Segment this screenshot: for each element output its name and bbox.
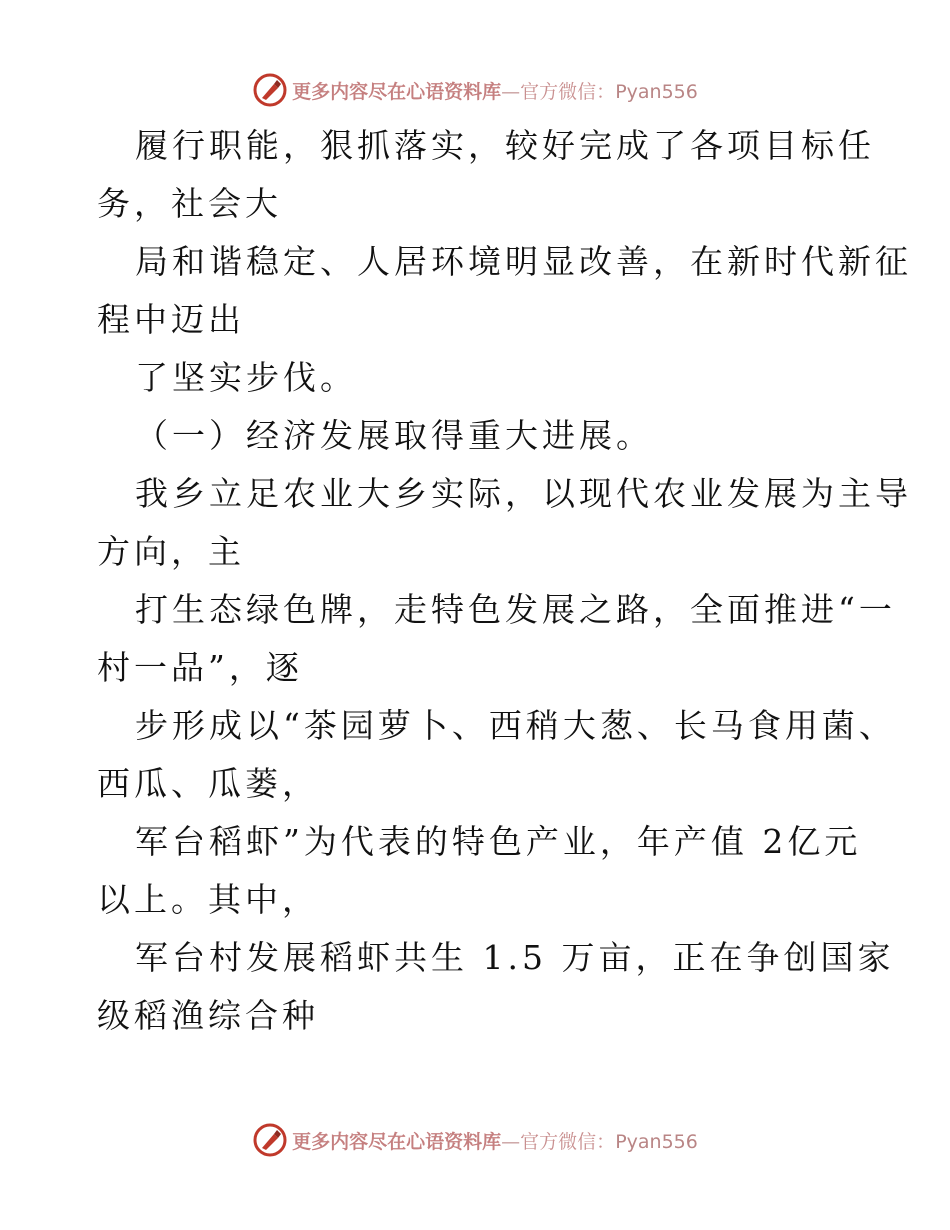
text-line: 村一品”，逐 xyxy=(97,648,303,687)
text-line: 军台稻虾”为代表的特色产业，年产值 2亿元 xyxy=(135,822,862,861)
text-line: 务，社会大 xyxy=(97,184,282,223)
watermark-text xyxy=(292,1127,698,1154)
watermark-text xyxy=(292,77,698,104)
text-line: 打生态绿色牌，走特色发展之路，全面推进“一 xyxy=(135,590,896,629)
watermark-brand: 更多内容尽在心语资料库 xyxy=(292,80,502,103)
section-heading: （一）经济发展取得重大进展。 xyxy=(135,416,653,455)
text-line: 以上。其中， xyxy=(97,880,319,919)
header-watermark xyxy=(0,70,950,110)
watermark-id: Pyan556 xyxy=(615,1130,698,1153)
text-line: 履行职能，狠抓落实，较好完成了各项目标任 xyxy=(135,126,875,165)
watermark-label: 官方微信： xyxy=(520,80,616,103)
text-line: 方向，主 xyxy=(97,532,245,571)
text-line: 西瓜、瓜蒌， xyxy=(97,764,319,803)
text-line: 我乡立足农业大乡实际，以现代农业发展为主导 xyxy=(135,474,912,513)
watermark-id: Pyan556 xyxy=(615,80,698,103)
text-line: 步形成以“茶园萝卜、西稍大葱、长马食用菌、 xyxy=(135,706,896,745)
watermark-dash: — xyxy=(501,80,521,103)
pen-logo-icon xyxy=(252,1122,288,1158)
watermark-label: 官方微信： xyxy=(520,1130,616,1153)
watermark-brand: 更多内容尽在心语资料库 xyxy=(292,1130,502,1153)
footer-watermark xyxy=(0,1120,950,1160)
pen-logo-icon xyxy=(252,72,288,108)
text-line: 程中迈出 xyxy=(97,300,245,339)
text-line: 了坚实步伐。 xyxy=(135,358,357,397)
text-line: 局和谐稳定、人居环境明显改善，在新时代新征 xyxy=(135,242,912,281)
watermark-dash: — xyxy=(501,1130,521,1153)
text-line: 军台村发展稻虾共生 1.5 万亩，正在争创国家 xyxy=(135,938,895,977)
text-line: 级稻渔综合种 xyxy=(97,996,319,1035)
